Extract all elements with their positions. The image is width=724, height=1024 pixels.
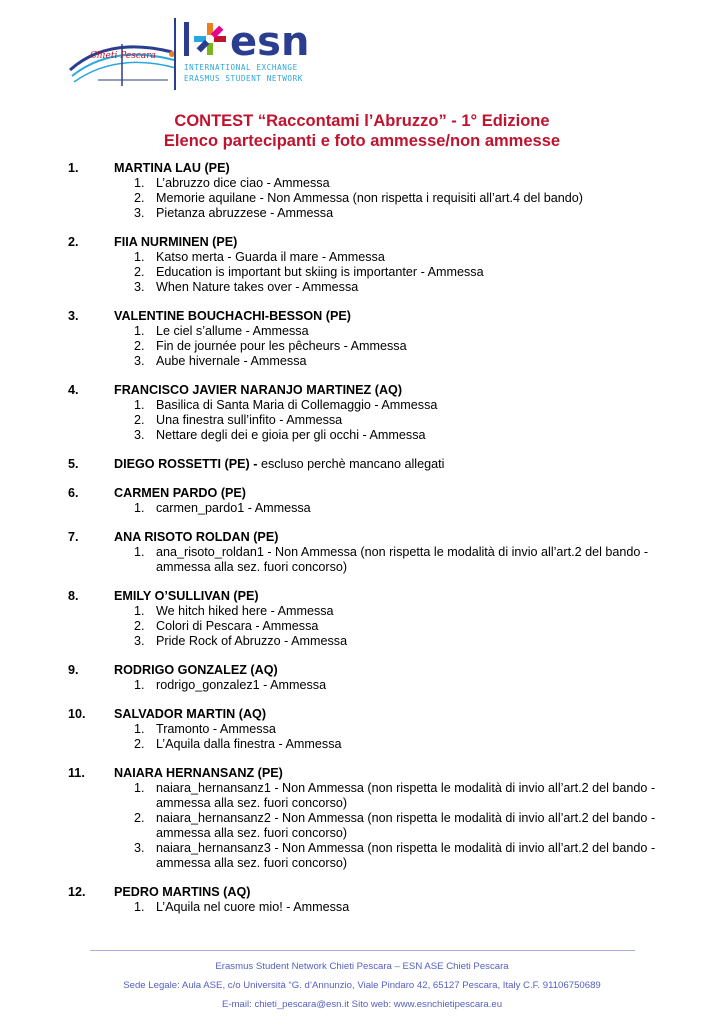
photo-entry <box>68 206 668 221</box>
photo-title-status: L’abruzzo dice ciao - Ammessa <box>156 176 330 190</box>
photo-number: 2. <box>134 191 145 205</box>
photo-title-status: L’Aquila dalla finestra - Ammessa <box>156 737 342 751</box>
document-title <box>0 111 724 151</box>
participant-name: SALVADOR MARTIN (AQ) <box>114 707 267 721</box>
photo-entry <box>68 634 668 649</box>
photo-entry <box>68 428 668 443</box>
photo-title-status: Nettare degli dei e gioia per gli occhi - Ammessa <box>156 428 426 442</box>
photo-number: 2. <box>134 737 145 751</box>
participant-number: 1. <box>68 161 79 175</box>
participant-item <box>68 530 668 575</box>
esn-wordmark: esn <box>230 19 310 62</box>
photo-list <box>68 324 668 369</box>
photo-number: 1. <box>134 900 145 914</box>
photo-number: 1. <box>134 545 145 559</box>
footer-contacts <box>0 995 724 1014</box>
photo-title-status: Una finestra sull’infito - Ammessa <box>156 413 343 427</box>
photo-title-status: Colori di Pescara - Ammessa <box>156 619 319 633</box>
photo-entry <box>68 501 668 516</box>
photo-entry <box>68 900 668 915</box>
photo-entry <box>68 811 668 841</box>
photo-number: 3. <box>134 280 145 294</box>
participant-heading <box>68 766 668 781</box>
photo-title-status: naiara_hernansanz3 - Non Ammessa (non rispetta le modalità di invio all’art.2 del bando - ammessa alla sez. fuori concorso) <box>156 841 656 870</box>
participant-name-row <box>114 486 246 501</box>
photo-list <box>68 398 668 443</box>
photo-number: 2. <box>134 811 145 825</box>
logo-divider <box>174 18 176 90</box>
photo-list <box>68 900 668 915</box>
photo-entry <box>68 619 668 634</box>
photo-title-status: Le ciel s’allume - Ammessa <box>156 324 309 338</box>
participant-name-row <box>114 235 237 250</box>
photo-number: 1. <box>134 250 145 264</box>
photo-entry <box>68 250 668 265</box>
esn-chieti-pescara-logo <box>68 30 180 88</box>
title-line-1: CONTEST “Raccontami l’Abruzzo” - 1° Edizione <box>174 112 550 130</box>
participant-number: 2. <box>68 235 79 249</box>
photo-title-status: Memorie aquilane - Non Ammessa (non rispetta i requisiti all’art.4 del bando) <box>156 191 583 205</box>
participant-name: NAIARA HERNANSANZ (PE) <box>114 766 283 780</box>
participant-note: escluso perchè mancano allegati <box>257 457 445 471</box>
footer-email-link[interactable]: chieti_pescara@esn.it <box>254 999 349 1010</box>
participant-heading <box>68 161 668 176</box>
photo-title-status: Katso merta - Guarda il mare - Ammessa <box>156 250 385 264</box>
participant-heading <box>68 457 668 472</box>
participant-number: 10. <box>68 707 86 721</box>
svg-text:Chieti Pescara: Chieti Pescara <box>90 51 156 61</box>
participant-item <box>68 486 668 516</box>
photo-title-status: Tramonto - Ammessa <box>156 722 276 736</box>
photo-entry <box>68 413 668 428</box>
photo-number: 1. <box>134 324 145 338</box>
photo-number: 2. <box>134 339 145 353</box>
photo-number: 3. <box>134 841 145 855</box>
photo-list <box>68 176 668 221</box>
esn-tagline-1a: INTERNATIONAL <box>184 63 257 72</box>
photo-number: 1. <box>134 604 145 618</box>
photo-list <box>68 678 668 693</box>
participant-heading <box>68 589 668 604</box>
participant-name-row <box>114 309 351 324</box>
title-line-2: Elenco partecipanti e foto ammesse/non ammesse <box>163 132 561 150</box>
photo-entry <box>68 722 668 737</box>
photo-number: 3. <box>134 428 145 442</box>
photo-entry <box>68 781 668 811</box>
photo-entry <box>68 176 668 191</box>
participant-item <box>68 663 668 693</box>
photo-title-status: Education is important but skiing is importanter - Ammessa <box>156 265 484 279</box>
photo-number: 2. <box>134 265 145 279</box>
participant-number: 9. <box>68 663 79 677</box>
participant-heading <box>68 309 668 324</box>
photo-entry <box>68 398 668 413</box>
footer-divider <box>90 950 635 951</box>
photo-entry <box>68 678 668 693</box>
participant-list <box>68 161 668 929</box>
participant-heading <box>68 383 668 398</box>
photo-title-status: rodrigo_gonzalez1 - Ammessa <box>156 678 327 692</box>
photo-title-status: Pietanza abruzzese - Ammessa <box>156 206 334 220</box>
photo-title-status: carmen_pardo1 - Ammessa <box>156 501 311 515</box>
participant-name-row <box>114 457 444 472</box>
letterhead <box>68 18 368 98</box>
esn-star-logo <box>184 16 324 62</box>
participant-name: DIEGO ROSSETTI (PE) - <box>114 457 258 471</box>
photo-entry <box>68 339 668 354</box>
participant-name: CARMEN PARDO (PE) <box>114 486 247 500</box>
participant-heading <box>68 707 668 722</box>
participant-item <box>68 235 668 295</box>
photo-title-status: Pride Rock of Abruzzo - Ammessa <box>156 634 348 648</box>
participant-name-row <box>114 589 259 604</box>
participant-name-row <box>114 530 278 545</box>
footer-site-label: Sito web: <box>349 999 394 1010</box>
photo-entry <box>68 841 668 871</box>
participant-number: 6. <box>68 486 79 500</box>
participant-name-row <box>114 766 283 781</box>
esn-tagline <box>184 62 303 84</box>
photo-number: 2. <box>134 413 145 427</box>
footer-email-label: E-mail: <box>221 999 255 1010</box>
photo-entry <box>68 324 668 339</box>
participant-heading <box>68 235 668 250</box>
participant-item <box>68 309 668 369</box>
footer <box>0 957 724 1014</box>
photo-number: 1. <box>134 176 145 190</box>
participant-name: MARTINA LAU (PE) <box>114 161 230 175</box>
photo-title-status: Fin de journée pour les pêcheurs - Ammessa <box>156 339 407 353</box>
participant-name: ANA RISOTO ROLDAN (PE) <box>114 530 279 544</box>
participant-item <box>68 885 668 915</box>
photo-title-status: We hitch hiked here - Ammessa <box>156 604 334 618</box>
participant-name-row <box>114 885 250 900</box>
footer-org: Erasmus Student Network Chieti Pescara – ESN ASE Chieti Pescara <box>215 961 509 972</box>
participant-heading <box>68 885 668 900</box>
participant-name: FRANCISCO JAVIER NARANJO MARTINEZ (AQ) <box>114 383 403 397</box>
participant-item <box>68 457 668 472</box>
photo-title-status: L’Aquila nel cuore mio! - Ammessa <box>156 900 350 914</box>
photo-entry <box>68 280 668 295</box>
photo-number: 1. <box>134 722 145 736</box>
participant-name-row <box>114 707 266 722</box>
participant-item <box>68 589 668 649</box>
photo-title-status: naiara_hernansanz1 - Non Ammessa (non rispetta le modalità di invio all’art.2 del bando - ammessa alla sez. fuori concorso) <box>156 781 656 810</box>
photo-number: 1. <box>134 398 145 412</box>
esn-tagline-2: ERASMUS STUDENT NETWORK <box>184 74 303 83</box>
participant-number: 8. <box>68 589 79 603</box>
photo-entry <box>68 737 668 752</box>
photo-entry <box>68 191 668 206</box>
photo-title-status: naiara_hernansanz2 - Non Ammessa (non rispetta le modalità di invio all’art.2 del bando - ammessa alla sez. fuori concorso) <box>156 811 656 840</box>
participant-item <box>68 161 668 221</box>
participant-number: 11. <box>68 766 85 780</box>
photo-title-status: When Nature takes over - Ammessa <box>156 280 359 294</box>
participant-name: VALENTINE BOUCHACHI-BESSON (PE) <box>114 309 351 323</box>
photo-number: 3. <box>134 206 145 220</box>
participant-name: PEDRO MARTINS (AQ) <box>114 885 251 899</box>
photo-entry <box>68 354 668 369</box>
photo-entry <box>68 545 668 575</box>
participant-number: 12. <box>68 885 86 899</box>
participant-name-row <box>114 383 402 398</box>
photo-list <box>68 501 668 516</box>
photo-number: 3. <box>134 354 145 368</box>
participant-number: 4. <box>68 383 79 397</box>
participant-name: FIIA NURMINEN (PE) <box>114 235 238 249</box>
photo-list <box>68 250 668 295</box>
photo-title-status: Basilica di Santa Maria di Collemaggio - Ammessa <box>156 398 438 412</box>
esn-tagline-1b: EXCHANGE <box>256 63 298 72</box>
photo-number: 3. <box>134 634 145 648</box>
participant-number: 3. <box>68 309 79 323</box>
participant-heading <box>68 663 668 678</box>
photo-list <box>68 604 668 649</box>
photo-entry <box>68 604 668 619</box>
participant-name-row <box>114 663 278 678</box>
participant-item <box>68 766 668 871</box>
photo-list <box>68 545 668 575</box>
photo-title-status: ana_risoto_roldan1 - Non Ammessa (non rispetta le modalità di invio all’art.2 del bando - ammessa alla sez. fuori concorso) <box>156 545 649 574</box>
participant-heading <box>68 530 668 545</box>
footer-address: Sede Legale: Aula ASE, c/o Università “G. d’Annunzio, Viale Pindaro 42, 65127 Pescara, Italy C.F. 91106750689 <box>123 980 601 991</box>
participant-number: 5. <box>68 457 79 471</box>
participant-name-row <box>114 161 230 176</box>
photo-title-status: Aube hivernale - Ammessa <box>156 354 307 368</box>
footer-site-link[interactable]: www.esnchietipescara.eu <box>393 999 503 1010</box>
participant-item <box>68 383 668 443</box>
photo-list <box>68 722 668 752</box>
participant-name: EMILY O’SULLIVAN (PE) <box>114 589 259 603</box>
photo-number: 1. <box>134 678 145 692</box>
photo-list <box>68 781 668 871</box>
photo-number: 1. <box>134 501 145 515</box>
participant-name: RODRIGO GONZALEZ (AQ) <box>114 663 278 677</box>
photo-number: 1. <box>134 781 145 795</box>
photo-entry <box>68 265 668 280</box>
participant-number: 7. <box>68 530 79 544</box>
participant-heading <box>68 486 668 501</box>
photo-number: 2. <box>134 619 145 633</box>
participant-item <box>68 707 668 752</box>
